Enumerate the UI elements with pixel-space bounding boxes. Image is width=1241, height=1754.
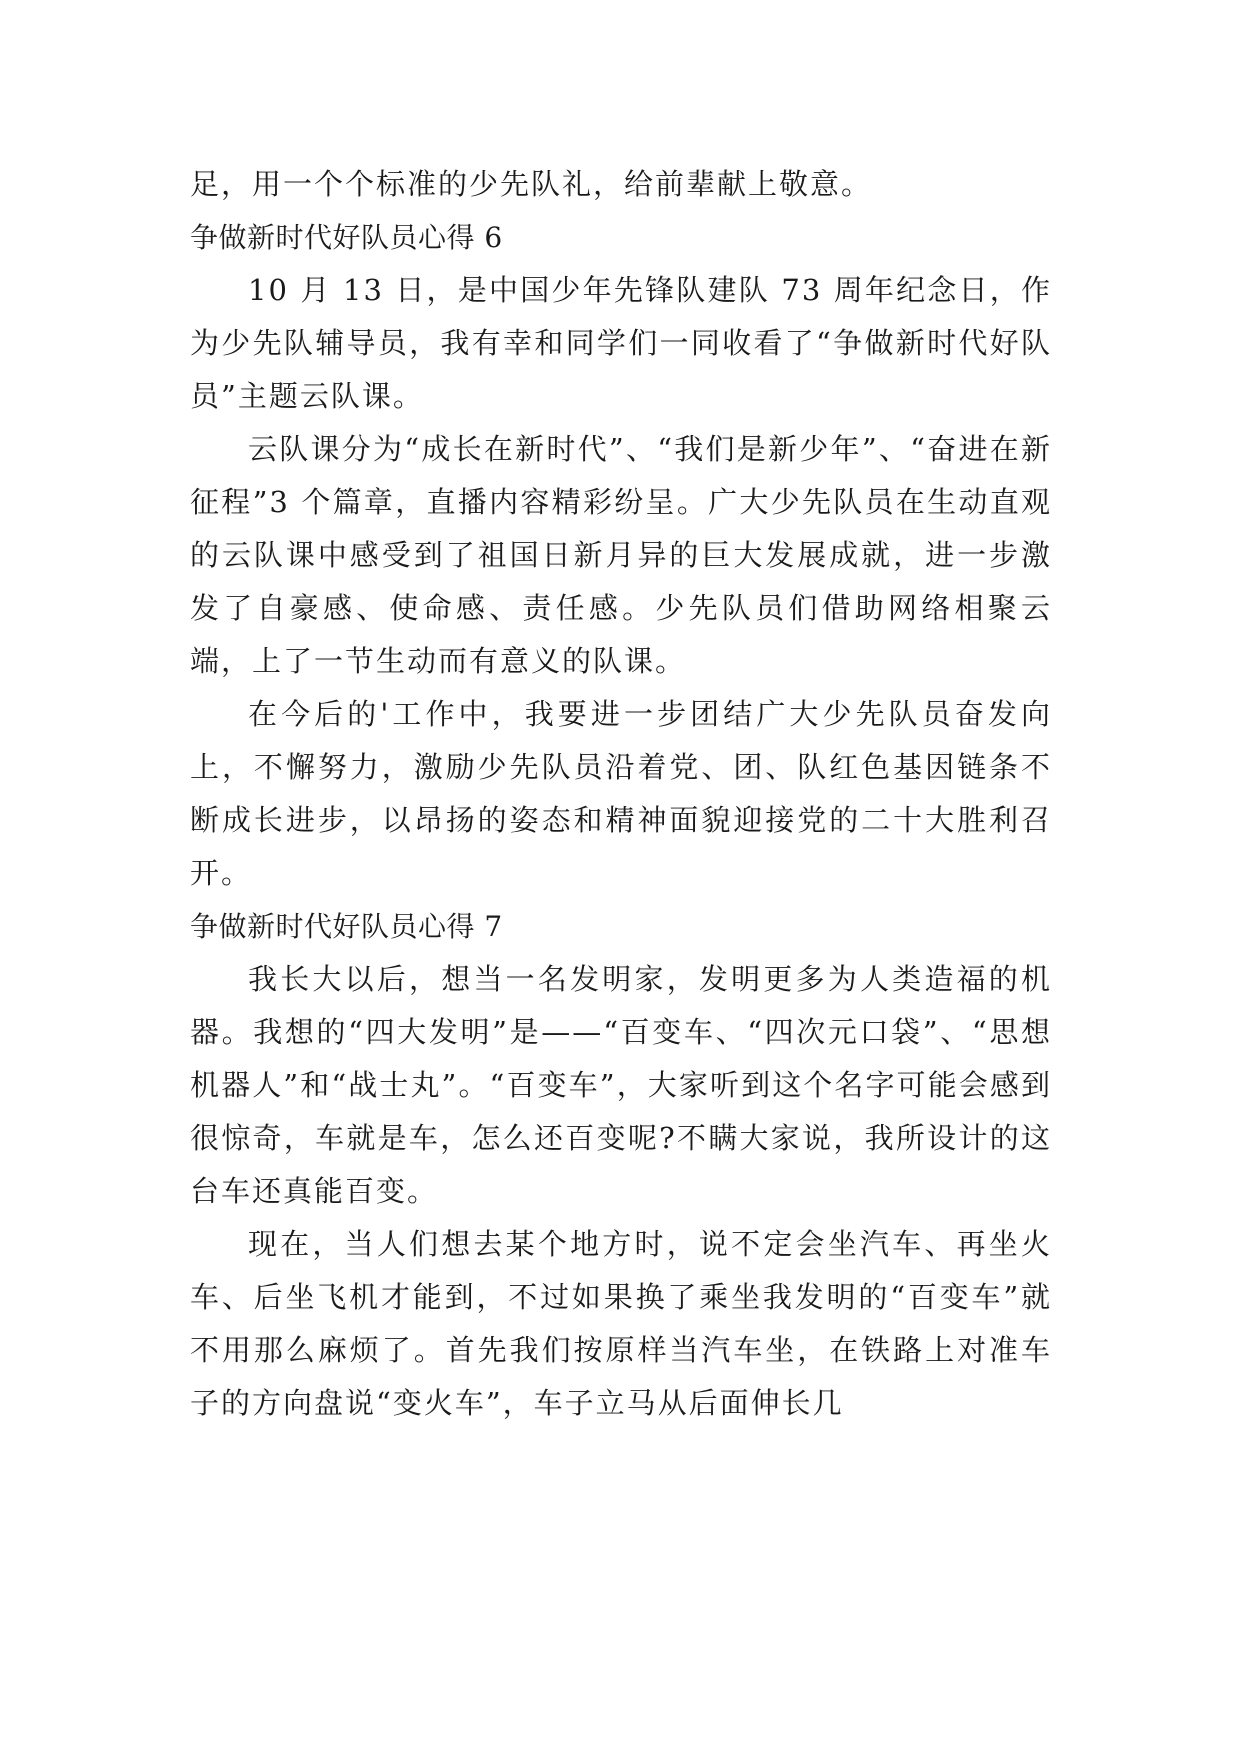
- section-heading: 争做新时代好队员心得 7: [190, 910, 503, 943]
- paragraph: 10 月 13 日，是中国少年先锋队建队 73 周年纪念日，作为少先队辅导员，我有幸和同学们一同收看了“争做新时代好队员”主题云队课。: [190, 273, 1052, 413]
- paragraph: 在今后的'工作中，我要进一步团结广大少先队员奋发向上，不懈努力，激励少先队员沿着党、团、队红色基因链条不断成长进步，以昂扬的姿态和精神面貌迎接党的二十大胜利召开。: [190, 697, 1052, 890]
- section-heading: 争做新时代好队员心得 6: [190, 221, 503, 254]
- paragraph: 现在，当人们想去某个地方时，说不定会坐汽车、再坐火车、后坐飞机才能到，不过如果换了乘坐我发明的“百变车”就不用那么麻烦了。首先我们按原样当汽车坐，在铁路上对准车子的方向盘说“变火车”，车子立马从后面伸长几: [190, 1227, 1052, 1420]
- paragraph: 我长大以后，想当一名发明家，发明更多为人类造福的机器。我想的“四大发明”是——“百变车、“四次元口袋”、“思想机器人”和“战士丸”。“百变车”，大家听到这个名字可能会感到很惊奇，车就是车，怎么还百变呢?不瞒大家说，我所设计的这台车还真能百变。: [190, 962, 1052, 1208]
- document-body: [190, 158, 1052, 1430]
- section-6: [190, 211, 1052, 900]
- paragraph: 云队课分为“成长在新时代”、“我们是新少年”、“奋进在新征程”3 个篇章，直播内容精彩纷呈。广大少先队员在生动直观的云队课中感受到了祖国日新月异的巨大发展成就，进一步激发了自豪感、使命感、责任感。少先队员们借助网络相聚云端，上了一节生动而有意义的队课。: [190, 432, 1052, 678]
- section-7: [190, 900, 1052, 1430]
- intro-fragment: 足，用一个个标准的少先队礼，给前辈献上敬意。: [190, 167, 873, 201]
